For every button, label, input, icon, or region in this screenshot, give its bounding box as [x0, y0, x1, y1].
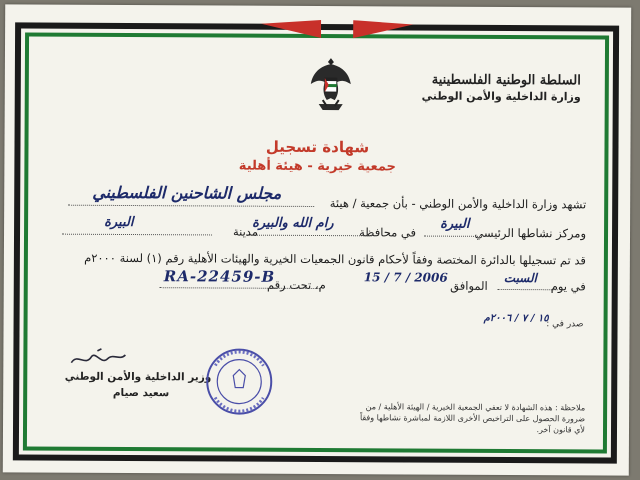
governorate-label: في محافظة: [359, 225, 417, 240]
footnote: ملاحظة : هذه الشهادة لا تعفي الجمعية الخيرية / الهيئة الأهلية / من ضرورة الحصول على التراخيص الأخرى اللازمة لمباشرة نشاطها وفقاً لأي قانون آخر.: [359, 402, 586, 435]
red-flag-triangle-left: [261, 20, 321, 40]
certificate-subtitle: جمعية خيرية - هيئة أهلية: [238, 158, 396, 175]
registration-number: RA-22459-B: [163, 267, 276, 286]
eagle-emblem-icon: [309, 54, 353, 118]
line3-text: قد تم تسجيلها بالدائرة المختصة وفقاً لأحكام قانون الجمعيات الخيرية والهيئات الأهلية رقم (١) لسنة ٢٠٠٠م: [84, 250, 586, 268]
center-value: البيرة: [440, 216, 470, 232]
agreement-label: الموافق: [450, 278, 488, 293]
city-value: البيرة: [104, 214, 134, 231]
city-label: مدينة: [232, 224, 259, 239]
authority-name: السلطة الوطنية الفلسطينية: [431, 72, 581, 89]
red-flag-triangle-right: [353, 20, 413, 40]
day-value: السبت: [503, 270, 537, 286]
handwritten-signature-icon: [67, 345, 137, 371]
issued-label: صدر في :: [546, 319, 584, 330]
governorate-value: رام الله والبيرة: [252, 215, 334, 232]
issued-date: ١٥ / ٧ / ٢٠٠٦م: [483, 312, 549, 325]
line1-prefix: تشهد وزارة الداخلية والأمن الوطني - بأن جمعية / هيئة: [329, 196, 587, 212]
certificate-sheet: [3, 4, 631, 475]
date-value: 15 / 7 / 2006: [363, 270, 448, 285]
minister-name: سعيد صيام: [112, 386, 170, 400]
ministry-name: وزارة الداخلية والأمن الوطني: [421, 89, 581, 104]
date-suffix: م، تحت رقم: [266, 277, 326, 293]
official-stamp-icon: [203, 345, 275, 417]
authority-heading: [381, 72, 581, 103]
certificate-title: شهادة تسجيل: [265, 137, 370, 157]
association-name: مجلس الشاحنين الفلسطيني: [92, 182, 282, 203]
minister-title: وزير الداخلية والأمن الوطني: [64, 370, 212, 384]
line2-prefix: ومركز نشاطها الرئيسي: [474, 225, 587, 241]
day-label: في يوم: [550, 279, 586, 294]
